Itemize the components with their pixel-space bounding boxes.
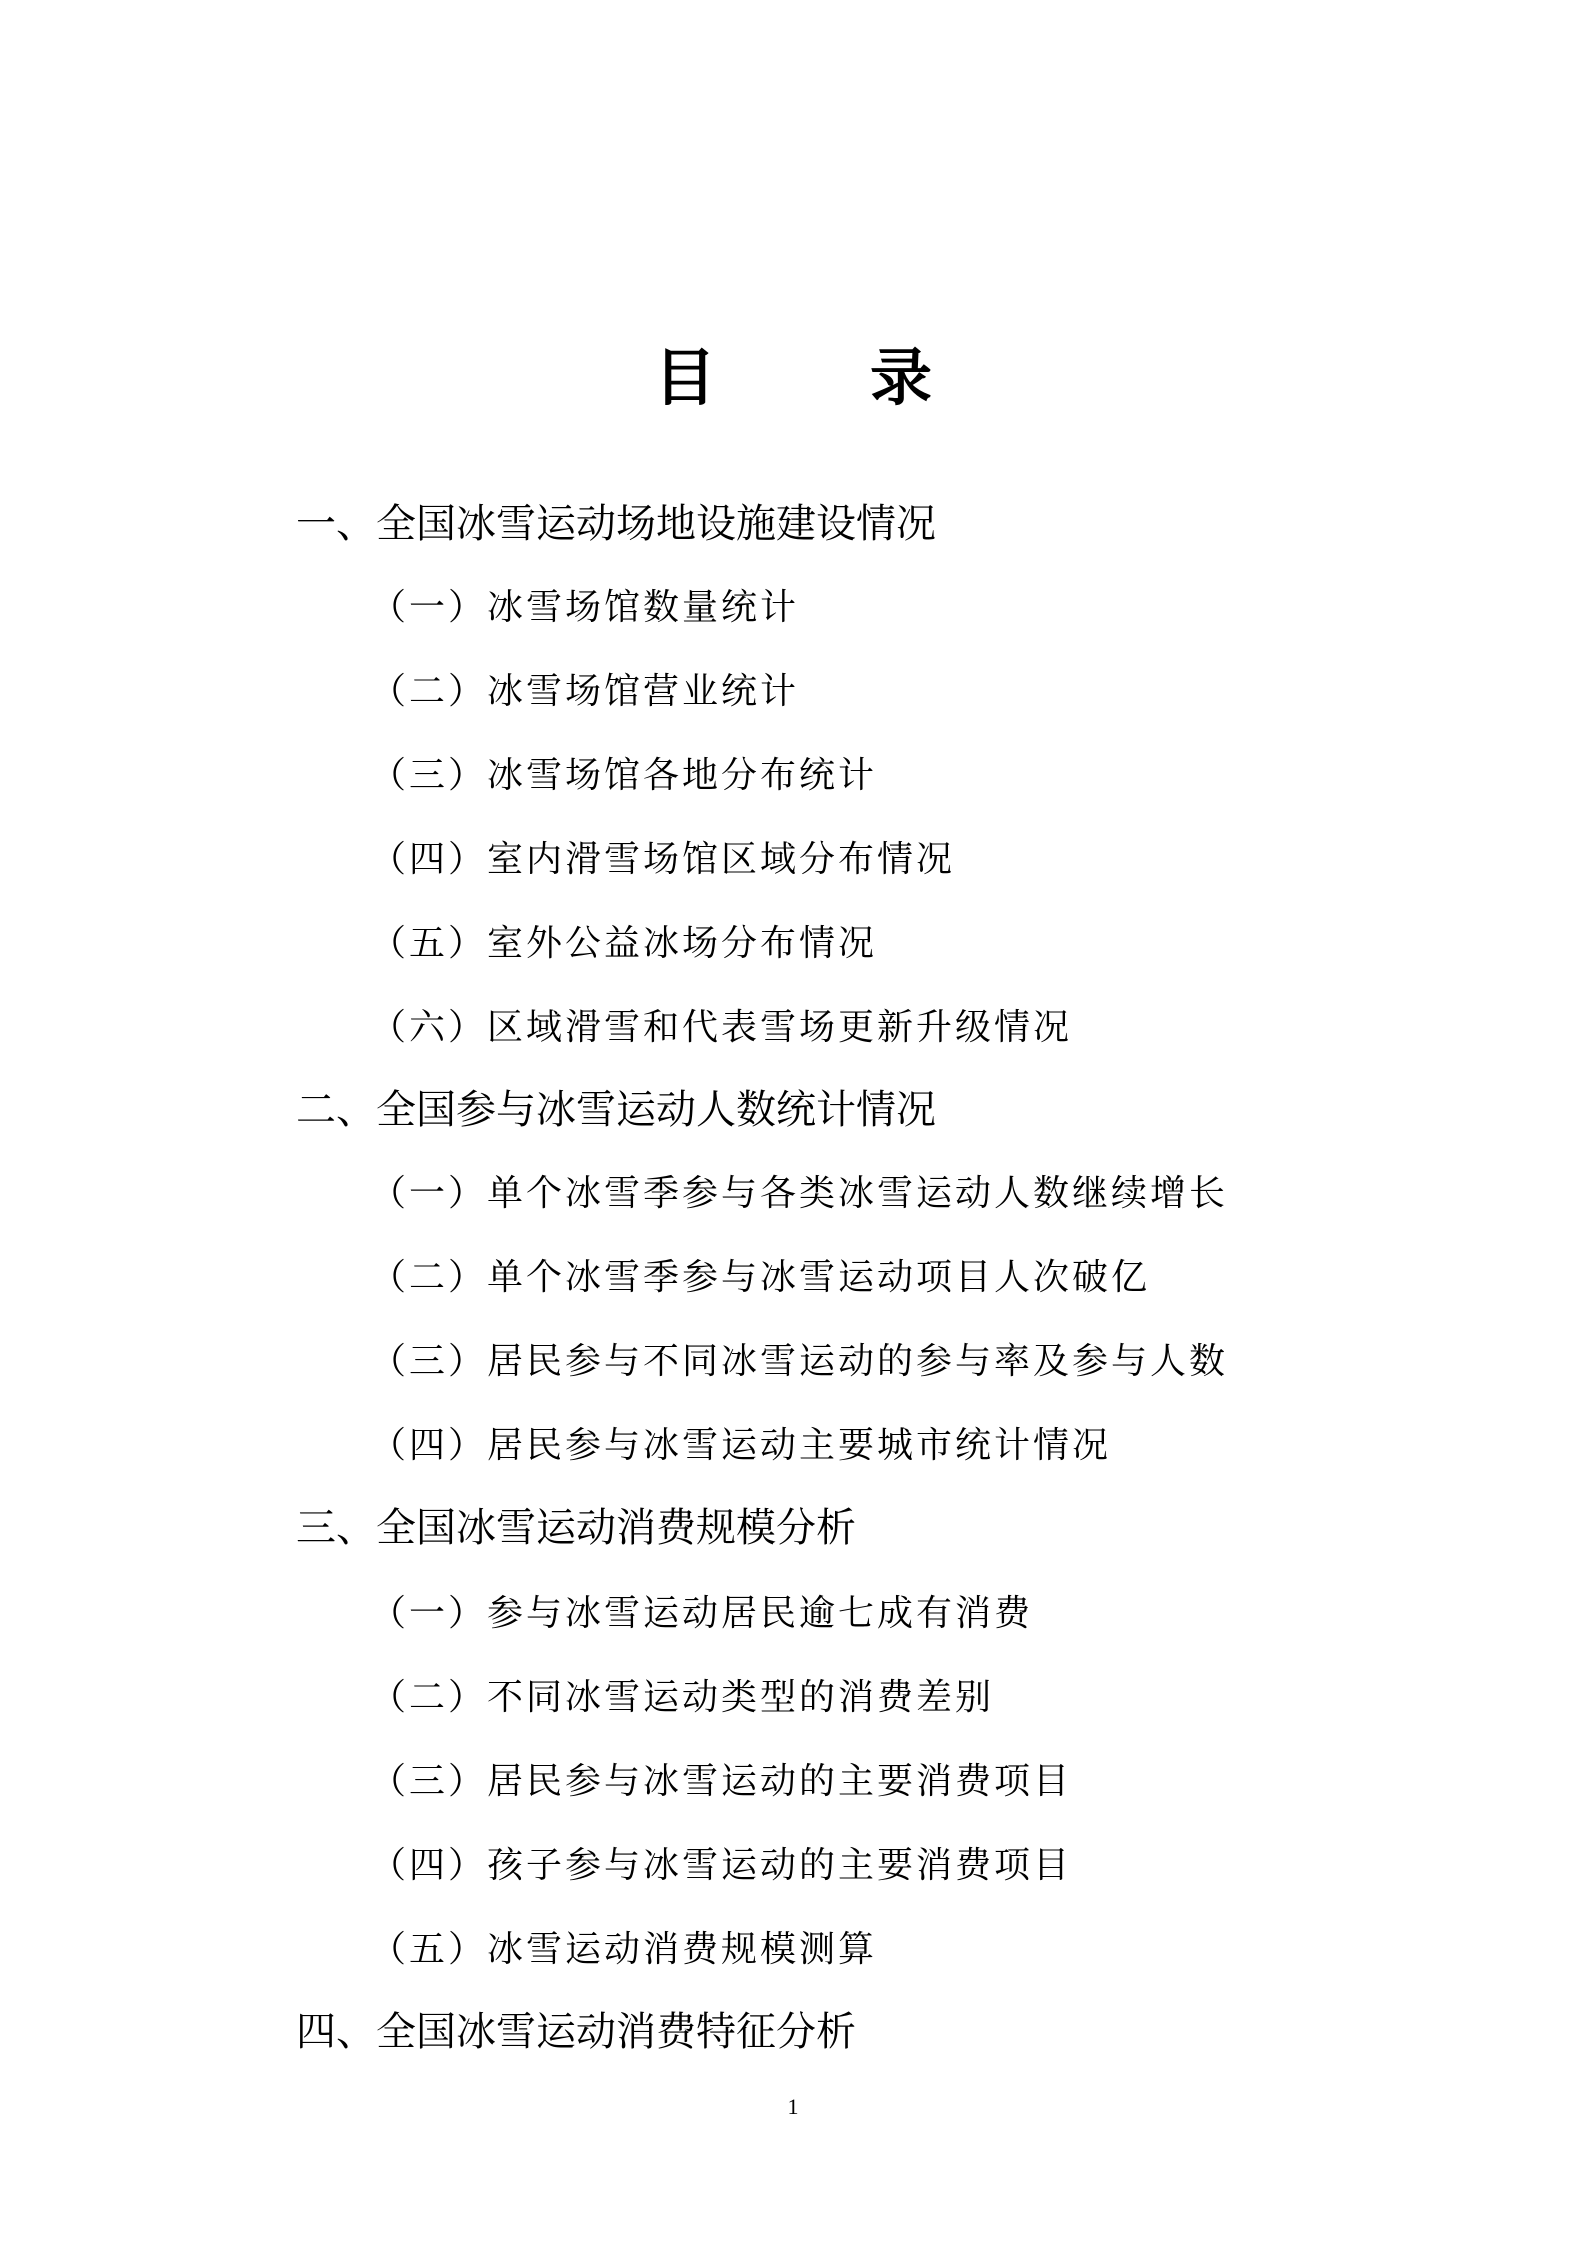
- toc-item-1-4[interactable]: （四）室内滑雪场馆区域分布情况: [370, 839, 956, 880]
- toc-item-3-1[interactable]: （一）参与冰雪运动居民逾七成有消费: [370, 1593, 1034, 1634]
- toc-section-1[interactable]: 一、全国冰雪运动场地设施建设情况: [296, 501, 936, 547]
- toc-item-3-5[interactable]: （五）冰雪运动消费规模测算: [370, 1929, 878, 1970]
- toc-section-4[interactable]: 四、全国冰雪运动消费特征分析: [296, 2009, 856, 2055]
- toc-item-2-3[interactable]: （三）居民参与不同冰雪运动的参与率及参与人数: [370, 1341, 1229, 1382]
- toc-item-1-5[interactable]: （五）室外公益冰场分布情况: [370, 923, 878, 964]
- toc-item-3-4[interactable]: （四）孩子参与冰雪运动的主要消费项目: [370, 1845, 1073, 1886]
- toc-item-1-3[interactable]: （三）冰雪场馆各地分布统计: [370, 755, 878, 796]
- toc-item-2-4[interactable]: （四）居民参与冰雪运动主要城市统计情况: [370, 1425, 1112, 1466]
- page-title: 目 录: [653, 341, 978, 414]
- toc-section-3[interactable]: 三、全国冰雪运动消费规模分析: [296, 1505, 856, 1551]
- toc-item-2-1[interactable]: （一）单个冰雪季参与各类冰雪运动人数继续增长: [370, 1173, 1229, 1214]
- toc-item-2-2[interactable]: （二）单个冰雪季参与冰雪运动项目人次破亿: [370, 1257, 1151, 1298]
- toc-item-1-1[interactable]: （一）冰雪场馆数量统计: [370, 587, 800, 628]
- toc-item-3-2[interactable]: （二）不同冰雪运动类型的消费差别: [370, 1677, 995, 1718]
- toc-item-1-6[interactable]: （六）区域滑雪和代表雪场更新升级情况: [370, 1007, 1073, 1048]
- toc-section-2[interactable]: 二、全国参与冰雪运动人数统计情况: [296, 1087, 936, 1133]
- toc-item-3-3[interactable]: （三）居民参与冰雪运动的主要消费项目: [370, 1761, 1073, 1802]
- page-number: 1: [787, 2094, 799, 2119]
- toc-item-1-2[interactable]: （二）冰雪场馆营业统计: [370, 671, 800, 712]
